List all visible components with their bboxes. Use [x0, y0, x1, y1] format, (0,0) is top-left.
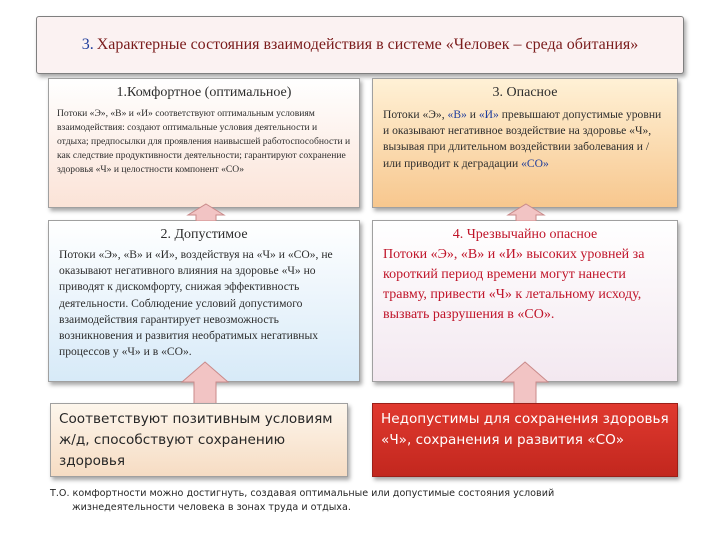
slide-title [36, 16, 684, 74]
arrow-up-left-lower [180, 360, 230, 404]
dangerous-text-part: и [466, 108, 479, 121]
arrow-up-right-upper [506, 203, 546, 221]
arrow-up-left-upper [186, 203, 226, 221]
dangerous-text-part: превышают допустимые уровни и оказывают негативное воздействие на здоровье «Ч», вызывая при длительном воздействии заболевания и / или приводит к деградации [383, 108, 662, 170]
negative-conditions-box: Недопустимы для сохранения здоровья «Ч», сохранения и развития «СО» [372, 403, 678, 477]
positive-conditions-box: Соответствуют позитивным условиям ж/д, способствуют сохранению здоровья [50, 403, 348, 477]
footnote-line-1: Т.О. комфортности можно достигнуть, создавая оптимальные или допустимые состояния условий [50, 488, 555, 499]
conclusion-footnote [50, 487, 690, 515]
state-permissible-heading: 2. Допустимое [160, 227, 248, 242]
dangerous-text-part: Потоки «Э», [383, 108, 448, 121]
footnote-line-2: жизнедеятельности человека в зонах труда и отдыха. [72, 501, 351, 513]
dangerous-text-flow-i: «И» [478, 108, 499, 121]
state-dangerous-card [372, 78, 678, 208]
state-extremely-dangerous-card [372, 220, 678, 382]
dangerous-text-flow-v: «В» [447, 108, 467, 121]
state-permissible-card [48, 220, 360, 382]
state-comfortable-heading: 1.Комфортное (оптимальное) [116, 85, 292, 100]
state-comfortable-text: Потоки «Э», «В» и «И» соответствуют оптимальным условиям взаимодействия: создают оптимальные условия деятельности и отдыха; предпосылки для проявления наивысшей работоспособности и как следствие продуктивности деятельности; гарантируют сохранение здоровья «Ч» и целостности компонент «СО» [57, 108, 351, 175]
state-permissible-text: Потоки «Э», «В» и «И», воздействуя на «Ч» и «СО», не оказывают негативного влияния на здоровье «Ч» но приводят к дискомфорту, снижая эффективность деятельности. Соблюдение условий допустимого взаимодействия гарантирует невозможность возникновения и развития необратимых негативных процессов у «Ч» и в «СО». [59, 248, 333, 359]
dangerous-text-so: «СО» [521, 156, 549, 170]
title-text: Характерные состояния взаимодействия в системе «Человек – среда обитания» [96, 36, 639, 53]
state-dangerous-heading: 3. Опасное [492, 85, 558, 100]
title-number: 3. [81, 36, 94, 53]
arrow-up-right-lower [500, 360, 550, 404]
state-comfortable-card [48, 78, 360, 208]
state-extremely-dangerous-heading: 4. Чрезвычайно опасное [452, 227, 598, 242]
state-dangerous-text [383, 107, 667, 172]
state-extremely-dangerous-text: Потоки «Э», «В» и «И» высоких уровней за короткий период времени могут нанести травму, привести «Ч» к летальному исходу, вызвать разрушения в «СО». [383, 247, 645, 322]
